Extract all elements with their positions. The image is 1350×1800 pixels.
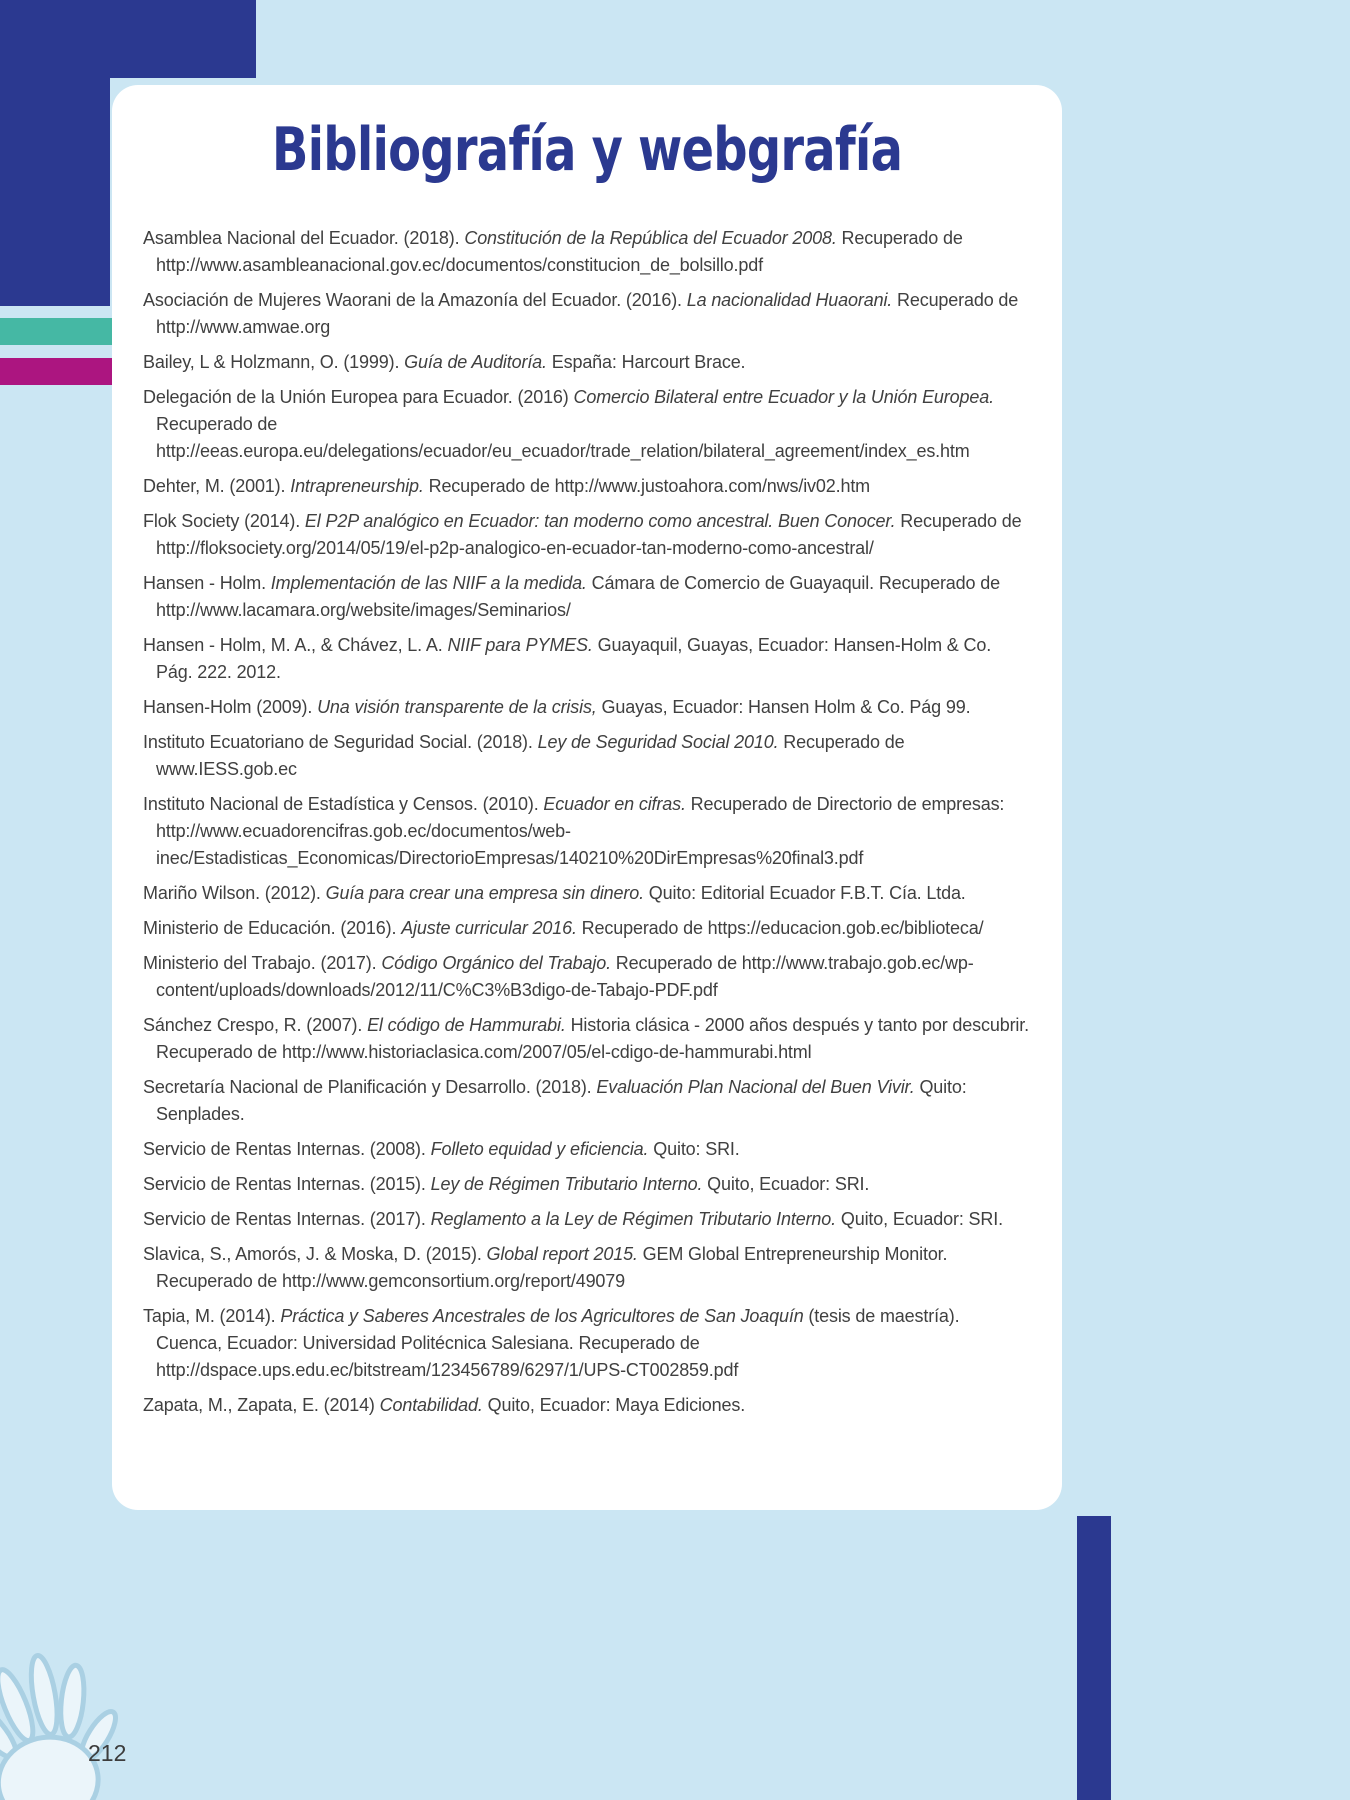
reference-title-segment: Reglamento a la Ley de Régimen Tributario Interno. [430, 1209, 837, 1229]
reference-title-segment: La nacionalidad Huaorani. [686, 290, 893, 310]
reference-text-segment: Hansen - Holm. [143, 573, 271, 593]
reference-text-segment: Recuperado de http://www.asambleanacional.gov.ec/documentos/constitucion_de_bolsillo.pdf [156, 228, 963, 275]
reference-text-segment: Ministerio de Educación. (2016). [143, 918, 402, 938]
page-number: 212 [88, 1740, 127, 1766]
reference-title-segment: Constitución de la República del Ecuador 2008. [464, 228, 837, 248]
reference-title-segment: Código Orgánico del Trabajo. [381, 953, 611, 973]
reference-entry [143, 1171, 1030, 1198]
reference-entry [143, 1074, 1030, 1128]
left-blue-band [0, 0, 110, 306]
reference-text-segment: Flok Society (2014). [143, 511, 305, 531]
reference-entry [143, 791, 1030, 872]
reference-text-segment: Servicio de Rentas Internas. (2015). [143, 1174, 431, 1194]
reference-text-segment: (tesis de maestría). Cuenca, Ecuador: Universidad Politécnica Salesiana. Recuperado de http://dspace.ups.edu.ec/bitstream/123456789/6297/1/UPS-CT002859.pdf [156, 1306, 960, 1380]
reference-title-segment: Guía de Auditoría. [404, 352, 547, 372]
reference-text-segment: Guayaquil, Guayas, Ecuador: Hansen-Holm & Co. Pág. 222. 2012. [156, 635, 992, 682]
reference-title-segment: Evaluación Plan Nacional del Buen Vivir. [596, 1077, 915, 1097]
reference-entry [143, 1241, 1030, 1295]
reference-entry [143, 915, 1030, 942]
reference-title-segment: El código de Hammurabi. [367, 1015, 566, 1035]
reference-title-segment: Ajuste curricular 2016. [401, 918, 577, 938]
reference-text-segment: Ministerio del Trabajo. (2017). [143, 953, 382, 973]
reference-text-segment: Hansen - Holm, M. A., & Chávez, L. A. [143, 635, 448, 655]
reference-title-segment: Folleto equidad y eficiencia. [430, 1139, 649, 1159]
reference-title-segment: Intrapreneurship. [290, 476, 424, 496]
reference-text-segment: GEM Global Entrepreneurship Monitor. Recuperado de http://www.gemconsortium.org/report/49079 [156, 1244, 948, 1291]
reference-title-segment: Contabilidad. [379, 1395, 483, 1415]
reference-entry [143, 880, 1030, 907]
reference-entry [143, 1206, 1030, 1233]
reference-title-segment: Ley de Seguridad Social 2010. [537, 732, 779, 752]
reference-text-segment: Quito, Ecuador: SRI. [836, 1209, 1003, 1229]
reference-title-segment: Ecuador en cifras. [543, 794, 686, 814]
bottom-right-blue-band [1077, 1516, 1111, 1800]
reference-title-segment: Práctica y Saberes Ancestrales de los Agricultores de San Joaquín [280, 1306, 804, 1326]
reference-title-segment: Guía para crear una empresa sin dinero. [325, 883, 644, 903]
reference-entry [143, 1303, 1030, 1384]
reference-text-segment: Secretaría Nacional de Planificación y Desarrollo. (2018). [143, 1077, 597, 1097]
reference-text-segment: Slavica, S., Amorós, J. & Moska, D. (2015). [143, 1244, 487, 1264]
page-title: Bibliografía y webgrafía [271, 115, 903, 185]
reference-text-segment: Quito: SRI. [648, 1139, 740, 1159]
reference-text-segment: Hansen-Holm (2009). [143, 697, 318, 717]
reference-title-segment: Comercio Bilateral entre Ecuador y la Unión Europea. [573, 387, 994, 407]
reference-text-segment: Recuperado de http://www.justoahora.com/nws/iv02.htm [423, 476, 871, 496]
reference-text-segment: Quito: Editorial Ecuador F.B.T. Cía. Ltda. [643, 883, 966, 903]
reference-title-segment: Una visión transparente de la crisis, [317, 697, 597, 717]
reference-entry [143, 225, 1030, 279]
reference-text-segment: Quito: Senplades. [156, 1077, 967, 1124]
reference-entry [143, 729, 1030, 783]
reference-text-segment: Quito, Ecuador: Maya Ediciones. [482, 1395, 746, 1415]
teal-stripe [0, 318, 112, 345]
reference-entry [143, 473, 1030, 500]
reference-entry [143, 632, 1030, 686]
reference-title-segment: Implementación de las NIIF a la medida. [270, 573, 587, 593]
reference-text-segment: Recuperado de Directorio de empresas: http://www.ecuadorencifras.gob.ec/documentos/web-inec/Estadisticas_Economicas/DirectorioEmpresas/140210%20DirEmpresas%20final3.pdf [156, 794, 1005, 868]
reference-text-segment: Historia clásica - 2000 años después y tanto por descubrir. Recuperado de http://www.historiaclasica.com/2007/05/el-cdigo-de-hammurabi.html [156, 1015, 1029, 1062]
reference-text-segment: Asamblea Nacional del Ecuador. (2018). [143, 228, 465, 248]
reference-text-segment: Asociación de Mujeres Waorani de la Amazonía del Ecuador. (2016). [143, 290, 687, 310]
reference-text-segment: Recuperado de http://eeas.europa.eu/delegations/ecuador/eu_ecuador/trade_relation/bilateral_agreement/index_es.htm [156, 414, 970, 461]
reference-text-segment: Instituto Nacional de Estadística y Censos. (2010). [143, 794, 544, 814]
reference-title-segment: Ley de Régimen Tributario Interno. [430, 1174, 703, 1194]
hand-illustration [0, 1630, 135, 1800]
reference-text-segment: Cámara de Comercio de Guayaquil. Recuperado de http://www.lacamara.org/website/images/Seminarios/ [156, 573, 1000, 620]
reference-text-segment: Recuperado de http://www.amwae.org [156, 290, 1019, 337]
reference-text-segment: Quito, Ecuador: SRI. [702, 1174, 870, 1194]
reference-text-segment: Servicio de Rentas Internas. (2017). [143, 1209, 431, 1229]
reference-entry [143, 508, 1030, 562]
reference-text-segment: Recuperado de https://educacion.gob.ec/biblioteca/ [576, 918, 984, 938]
content-card [112, 85, 1062, 1510]
reference-text-segment: Guayas, Ecuador: Hansen Holm & Co. Pág 99. [596, 697, 971, 717]
reference-text-segment: Delegación de la Unión Europea para Ecuador. (2016) [143, 387, 574, 407]
reference-text-segment: Recuperado de http://floksociety.org/2014/05/19/el-p2p-analogico-en-ecuador-tan-moderno-como-ancestral/ [156, 511, 1022, 558]
reference-text-segment: Recuperado de http://www.trabajo.gob.ec/wp-content/uploads/downloads/2012/11/C%C3%B3digo-de-Tabajo-PDF.pdf [156, 953, 974, 1000]
reference-entry [143, 287, 1030, 341]
reference-text-segment: Tapia, M. (2014). [143, 1306, 281, 1326]
reference-text-segment: Instituto Ecuatoriano de Seguridad Social. (2018). [143, 732, 538, 752]
reference-title-segment: Global report 2015. [486, 1244, 638, 1264]
reference-entry [143, 1136, 1030, 1163]
reference-text-segment: Sánchez Crespo, R. (2007). [143, 1015, 368, 1035]
reference-text-segment: Servicio de Rentas Internas. (2008). [143, 1139, 431, 1159]
reference-entry [143, 1012, 1030, 1066]
reference-entry [143, 950, 1030, 1004]
reference-entry [143, 349, 1030, 376]
reference-title-segment: El P2P analógico en Ecuador: tan moderno como ancestral. Buen Conocer. [304, 511, 896, 531]
reference-text-segment: Zapata, M., Zapata, E. (2014) [143, 1395, 380, 1415]
reference-title-segment: NIIF para PYMES. [447, 635, 593, 655]
reference-text-segment: Mariño Wilson. (2012). [143, 883, 326, 903]
reference-entry [143, 384, 1030, 465]
reference-entry [143, 1392, 1030, 1419]
reference-text-segment: Dehter, M. (2001). [143, 476, 291, 496]
reference-text-segment: Bailey, L & Holzmann, O. (1999). [143, 352, 405, 372]
reference-text-segment: España: Harcourt Brace. [546, 352, 746, 372]
reference-entry [143, 570, 1030, 624]
bibliography-list [112, 185, 1062, 1419]
reference-entry [143, 694, 1030, 721]
magenta-stripe [0, 358, 112, 385]
reference-text-segment: Recuperado de www.IESS.gob.ec [156, 732, 905, 779]
